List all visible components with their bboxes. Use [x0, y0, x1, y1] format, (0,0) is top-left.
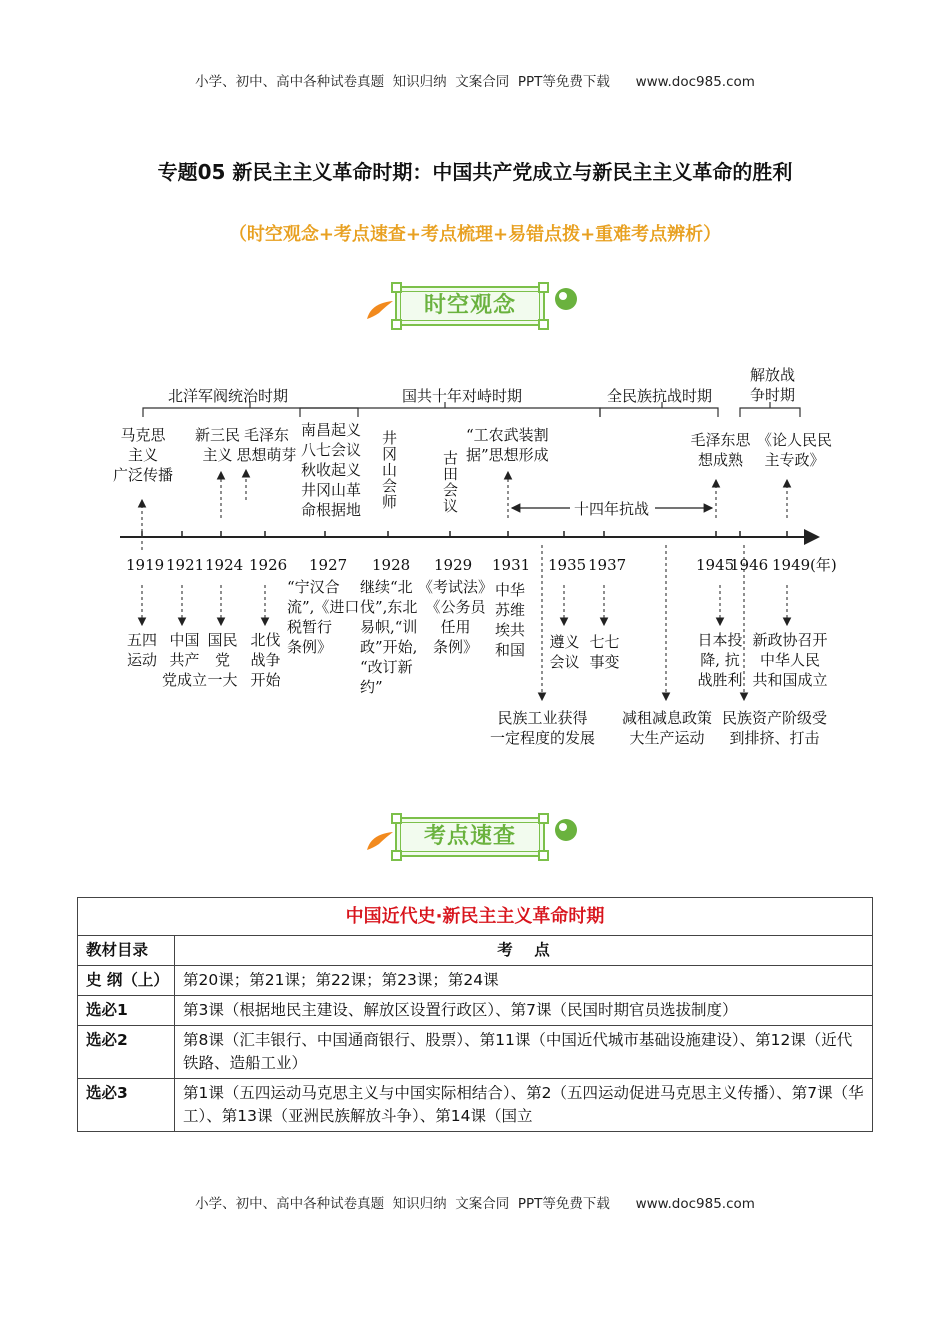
fourteen-years-label: 十四年抗战 — [574, 500, 650, 518]
year-label: 1927 — [309, 556, 348, 574]
year-label: 1946 — [730, 556, 769, 574]
period-jiefang: 解放战 争时期 — [749, 366, 795, 404]
event-zhonggong: 中国 共产 党成立 — [161, 631, 207, 689]
event-kaoshifa: 《考试法》 《公务员 任用 条例》 — [418, 578, 494, 656]
page-title: 专题05 新民主主义革命时期：中国共产党成立与新民主主义革命的胜利 — [157, 160, 793, 184]
event-makesi: 马克思 主义 广泛传播 — [112, 426, 173, 484]
year-label: 1928 — [372, 556, 411, 574]
exam-points-table — [77, 897, 873, 1132]
page-subtitle: （时空观念+考点速查+考点梳理+易错点拨+重难考点辨析） — [228, 224, 722, 245]
event-renmin-zhuanzheng: 《论人民民 主专政》 — [756, 431, 832, 469]
event-jianzu: 减租减息政策 大生产运动 — [621, 709, 712, 747]
event-jinggangshan: 井冈山会师 — [380, 430, 398, 510]
year-label: 1931 — [492, 556, 531, 574]
table-header: 考 点 — [175, 936, 873, 966]
event-nanchang: 南昌起义 八七会议 秋收起义 井冈山革 命根据地 — [300, 421, 361, 519]
event-mao-mengya: 毛泽东 思想萌芽 — [236, 426, 297, 464]
table-row: 史 纲（上） 第20课；第21课；第22课；第23课；第24课 — [78, 966, 873, 996]
event-riben-touxiang: 日本投 降, 抗 战胜利 — [697, 631, 743, 689]
event-xinzhengxie: 新政协召开 中华人民 共和国成立 — [752, 631, 828, 689]
leaf-icon — [365, 830, 395, 852]
event-gutian: 古田会议 — [441, 450, 459, 514]
year-label: 1919 — [126, 556, 165, 574]
event-suweiai: 中华 苏维 埃共 和国 — [494, 581, 525, 659]
event-zichan-jieji: 民族资产阶级受 到排挤、打击 — [721, 709, 827, 747]
table-caption: 中国近代史·新民主主义革命时期 — [78, 898, 873, 936]
event-minzu-gongye: 民族工业获得 一定程度的发展 — [489, 709, 595, 747]
banner-title: 考点速查 — [423, 824, 516, 849]
year-label: 1937 — [588, 556, 627, 574]
year-label: 1949 — [772, 556, 811, 574]
year-label: 1924 — [205, 556, 244, 574]
event-jixu-beifa: 继续“北 伐”,东北 易帜,“训 政”开始, “改订新 约” — [360, 578, 418, 696]
event-guomindang: 国民 党 一大 — [207, 631, 238, 689]
year-label: 1929 — [434, 556, 473, 574]
event-beifa: 北伐 战争 开始 — [250, 631, 281, 689]
period-shinian: 国共十年对峙时期 — [402, 387, 523, 405]
circle-icon — [555, 819, 577, 841]
year-label: 1945 — [696, 556, 735, 574]
table-header: 教材目录 — [78, 936, 175, 966]
event-mao-chengshu: 毛泽东思 想成熟 — [690, 431, 751, 469]
period-kangzhan: 全民族抗战时期 — [607, 387, 713, 405]
table-row: 选必3 第1课（五四运动马克思主义与中国实际相结合）、第2（五四运动促进马克思主义传播）、第7课（华工）、第13课（亚洲民族解放斗争）、第14课（国立 — [78, 1079, 873, 1132]
event-xinsanmin: 新三民 主义 — [194, 426, 240, 464]
event-gongnong: “工农武装割 据”思想形成 — [466, 426, 549, 464]
event-ningxiang: “宁汉合 流”,《进口 税暂行 条例》 — [287, 578, 360, 656]
page-footer: 小学、初中、高中各种试卷真题 知识归纳 文案合同 PPT等免费下载 www.doc985.com — [195, 1196, 755, 1212]
page-header: 小学、初中、高中各种试卷真题 知识归纳 文案合同 PPT等免费下载 www.doc985.com — [195, 74, 755, 90]
year-label: 1935 — [548, 556, 587, 574]
year-label: 1926 — [249, 556, 288, 574]
event-qiqi: 七七 事变 — [589, 633, 620, 671]
event-wusi: 五四 运动 — [126, 631, 157, 669]
year-unit: (年) — [810, 556, 837, 574]
event-zunyi: 遵义 会议 — [549, 633, 580, 671]
section-banner-quickcheck — [365, 814, 585, 864]
table-row: 选必1 第3课（根据地民主建设、解放区设置行政区）、第7课（民国时期官员选拔制度） — [78, 996, 873, 1026]
table-row: 选必2 第8课（汇丰银行、中国通商银行、股票）、第11课（中国近代城市基础设施建设）、第12课（近代铁路、造船工业） — [78, 1026, 873, 1079]
period-beiyang: 北洋军阀统治时期 — [168, 387, 289, 405]
banner-title: 时空观念 — [423, 293, 516, 318]
year-label: 1921 — [166, 556, 205, 574]
